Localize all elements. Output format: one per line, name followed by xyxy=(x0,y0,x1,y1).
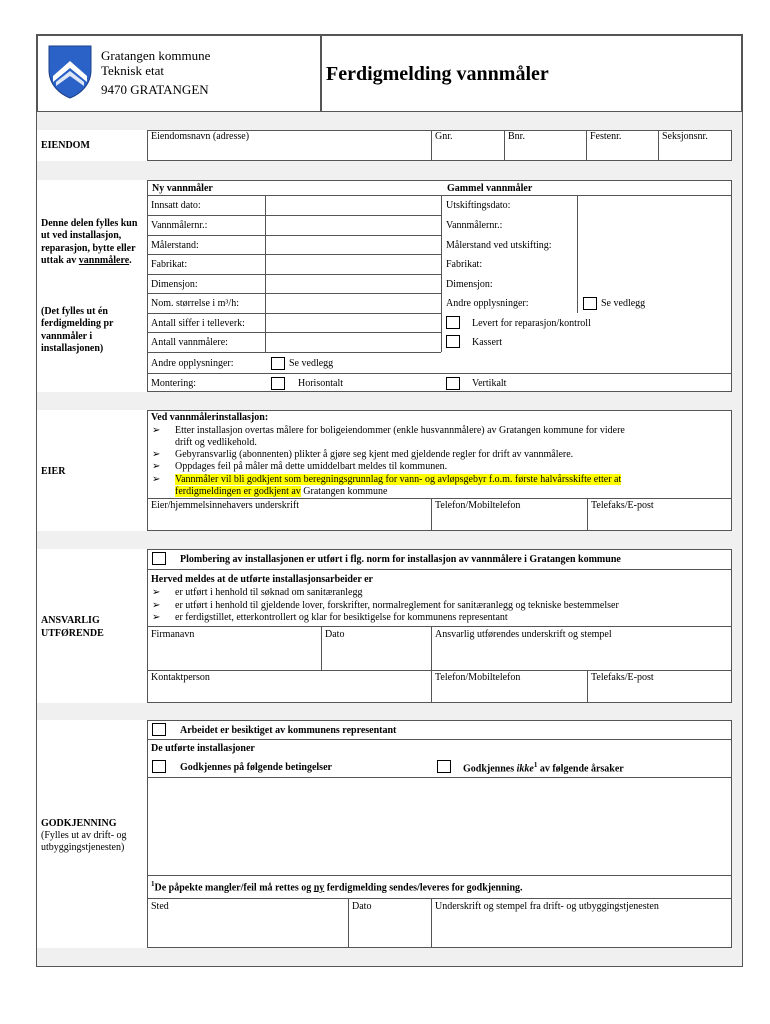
besiktiget-checkbox[interactable] xyxy=(152,723,166,736)
gammel-se-vedlegg-label: Se vedlegg xyxy=(601,298,646,309)
utforende-section-label: UTFØRENDE xyxy=(41,628,104,639)
nom-storrelse-label: Nom. størrelse i m³/h: xyxy=(151,298,239,309)
eier-bullet-1-cont: drift og vedlikehold. xyxy=(175,437,257,448)
kontaktperson-field[interactable]: Kontaktperson xyxy=(151,672,210,683)
godkjenning-signature-field[interactable]: Underskrift og stempel fra drift- og utbyggingstjenesten xyxy=(435,901,659,912)
ansvarlig-bullet-1: er utført i henhold til søknad om sanitæranlegg xyxy=(175,587,363,598)
gammel-andre-opplysninger-label: Andre opplysninger: xyxy=(446,298,529,309)
eier-bullet-4-arrow: ➢ xyxy=(152,474,161,485)
gammel-vannmalernr-label: Vannmålernr.: xyxy=(446,220,503,231)
ny-se-vedlegg-label: Se vedlegg xyxy=(289,358,334,369)
footnote-text: $^1$De påpekte mangler/feil må rettes og ny ferdigmelding sendes/leveres for godkjenning. xyxy=(151,880,523,894)
godkjenning-notes-area[interactable] xyxy=(147,777,732,875)
vannmaler-table xyxy=(147,180,732,392)
vannmaler-label-panel xyxy=(37,180,147,392)
godkjennes-ikke-checkbox[interactable] xyxy=(437,760,451,773)
eier-section-label: EIER xyxy=(41,466,66,477)
ansvarlig-bullet-1-arrow: ➢ xyxy=(152,587,161,598)
godkjenning-section-label: GODKJENNING xyxy=(41,818,117,829)
eier-bullet-1-arrow: ➢ xyxy=(152,425,161,436)
org-name: Gratangen kommune xyxy=(101,48,211,63)
gammel-se-vedlegg-checkbox[interactable] xyxy=(583,297,597,310)
org-department: Teknisk etat xyxy=(101,63,164,78)
godkjenning-dato-field[interactable]: Dato xyxy=(352,901,372,912)
bnr-field[interactable]: Bnr. xyxy=(508,131,525,142)
eiendomsnavn-field[interactable]: Eiendomsnavn (adresse) xyxy=(151,131,250,142)
ansvarlig-bullet-3-arrow: ➢ xyxy=(152,612,161,623)
eier-bullet-2: Gebyransvarlig (abonnenten) plikter å gjøre seg kjent med gjeldende regler for drift av vannmålere. xyxy=(175,449,574,460)
vannmaler-side-note: Denne delen fylles kun ut ved installasjon, reparasjon, bytte eller uttak av vannmålere. xyxy=(41,218,138,266)
godkjenning-sub-1: (Fylles ut av drift- og xyxy=(41,830,127,841)
gammel-dimensjon-label: Dimensjon: xyxy=(446,279,493,290)
festenr-field[interactable]: Festenr. xyxy=(590,131,622,142)
ny-dimensjon-label: Dimensjon: xyxy=(151,279,198,290)
form-title: Ferdigmelding vannmåler xyxy=(326,63,549,85)
eier-bullet-1: Etter installasjon overtas målere for boligeiendommer (enkle husvannmålere) av Gratangen kommune for videre xyxy=(175,425,625,436)
horisontalt-label: Horisontalt xyxy=(298,378,343,389)
ansvarlig-dato-field[interactable]: Dato xyxy=(325,629,345,640)
plombering-checkbox[interactable] xyxy=(152,552,166,565)
antall-siffer-label: Antall siffer i telleverk: xyxy=(151,318,245,329)
vertikalt-label: Vertikalt xyxy=(472,378,507,389)
levert-reparasjon-label: Levert for reparasjon/kontroll xyxy=(472,318,591,329)
ansvarlig-bullet-3: er ferdigstillet, etterkontrollert og klar for besiktigelse for kommunens representant xyxy=(175,612,508,623)
ansvarlig-bullet-2-arrow: ➢ xyxy=(152,600,161,611)
ansvarlig-bullet-2: er utført i henhold til gjeldende lover, forskrifter, normalreglement for sanitæranlegg og tekniske bestemmelser xyxy=(175,600,619,611)
godkjenning-sub-2: utbyggingstjenesten) xyxy=(41,842,125,853)
org-address: 9470 GRATANGEN xyxy=(101,82,209,97)
ansvarlig-fax-field[interactable]: Telefaks/E-post xyxy=(591,672,654,683)
eier-signature-field[interactable]: Eier/hjemmelsinnehavers underskrift xyxy=(151,500,300,511)
besiktiget-label: Arbeidet er besiktiget av kommunens representant xyxy=(180,725,397,736)
ny-andre-opplysninger-label: Andre opplysninger: xyxy=(151,358,234,369)
ansvarlig-signature-field[interactable]: Ansvarlig utførendes underskrift og stempel xyxy=(435,629,612,640)
godkjennes-betingelser-label: Godkjennes på følgende betingelser xyxy=(180,762,332,773)
eier-bullet-3-arrow: ➢ xyxy=(152,461,161,472)
gammel-fabrikat-label: Fabrikat: xyxy=(446,259,483,270)
seksjonsnr-field[interactable]: Seksjonsnr. xyxy=(662,131,708,142)
eier-heading: Ved vannmålerinstallasjon: xyxy=(151,412,269,423)
ansvarlig-phone-field[interactable]: Telefon/Mobiltelefon xyxy=(435,672,521,683)
ny-vannmalernr-label: Vannmålernr.: xyxy=(151,220,208,231)
sted-field[interactable]: Sted xyxy=(151,901,169,912)
antall-vannmalere-label: Antall vannmålere: xyxy=(151,337,228,348)
innsatt-dato-label: Innsatt dato: xyxy=(151,200,201,211)
vertikalt-checkbox[interactable] xyxy=(446,377,460,390)
eier-bullet-3: Oppdages feil på måler må dette umiddelbart meldes til kommunen. xyxy=(175,461,448,472)
ny-vannmaler-header: Ny vannmåler xyxy=(152,183,213,194)
gammel-vannmaler-header: Gammel vannmåler xyxy=(447,183,533,194)
vannmaler-side-note-2: (Det fylles ut én ferdigmelding pr vannmåler i installasjonen) xyxy=(41,306,114,354)
eier-phone-field[interactable]: Telefon/Mobiltelefon xyxy=(435,500,521,511)
malerstand-utskifting-label: Målerstand ved utskifting: xyxy=(446,240,552,251)
herved-heading: Herved meldes at de utførte installasjonsarbeider er xyxy=(151,574,373,585)
eiendom-section-label: EIENDOM xyxy=(41,140,90,151)
kassert-checkbox[interactable] xyxy=(446,335,460,348)
ansvarlig-section-label: ANSVARLIG xyxy=(41,615,100,626)
firmanavn-field[interactable]: Firmanavn xyxy=(151,629,195,640)
godkjennes-ikke-label: Godkjennes ikke$^1$ av følgende årsaker xyxy=(463,761,624,775)
montering-label: Montering: xyxy=(151,378,196,389)
godkjennes-betingelser-checkbox[interactable] xyxy=(152,760,166,773)
utforte-installasjoner-label: De utførte installasjoner xyxy=(151,743,255,754)
malerstand-label: Målerstand: xyxy=(151,240,199,251)
eier-bullet-2-arrow: ➢ xyxy=(152,449,161,460)
eier-bullet-4: Vannmåler vil bli godkjent som beregningsgrunnlag for vann- og avløpsgebyr f.o.m. første halvårsskifte etter at xyxy=(175,474,622,485)
eier-bullet-4-cont: ferdigmeldingen er godkjent av Gratangen kommune xyxy=(175,486,388,497)
ansvarlig-label-panel xyxy=(37,549,147,703)
kassert-label: Kassert xyxy=(472,337,502,348)
levert-reparasjon-checkbox[interactable] xyxy=(446,316,460,329)
utskiftingsdato-label: Utskiftingsdato: xyxy=(446,200,511,211)
plombering-label: Plombering av installasjonen er utført i flg. norm for installasjon av vannmålere i Gratangen kommune xyxy=(180,554,621,565)
ny-se-vedlegg-checkbox[interactable] xyxy=(271,357,285,370)
horisontalt-checkbox[interactable] xyxy=(271,377,285,390)
ny-fabrikat-label: Fabrikat: xyxy=(151,259,188,270)
municipal-crest-icon xyxy=(47,44,93,100)
eier-fax-field[interactable]: Telefaks/E-post xyxy=(591,500,654,511)
gnr-field[interactable]: Gnr. xyxy=(435,131,453,142)
